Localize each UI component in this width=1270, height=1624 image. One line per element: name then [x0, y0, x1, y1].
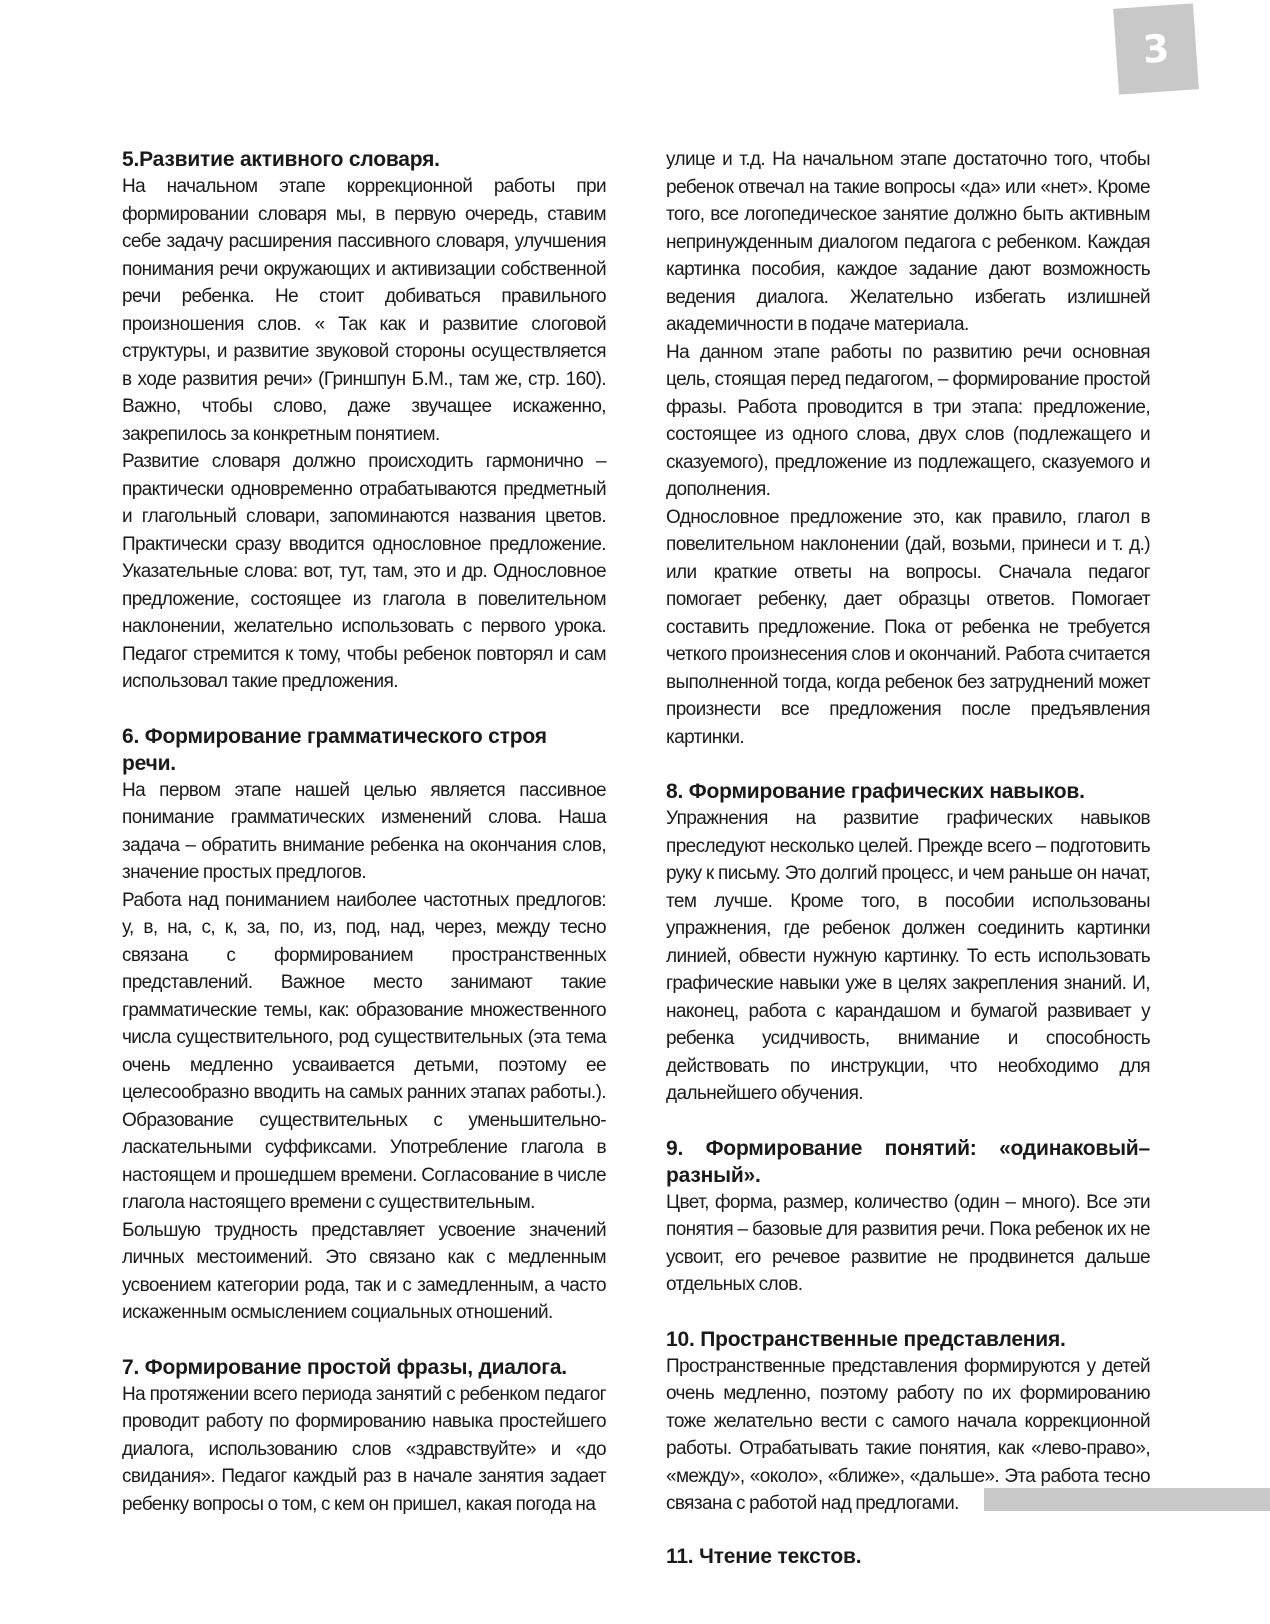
section-10-paragraph-1: Пространственные представления формируются у детей очень медленно, поэтому работу по их формированию тоже желательно вести с самого начала коррекционной работы. Отрабатывать такие понятия, как «лево-право», «между», «около», «ближе», «дальше». Эта работа тесно связана с работой над предлогами.	[666, 1355, 1150, 1514]
section-6-paragraph-1: На первом этапе нашей целью является пассивное понимание грамматических изменений слова. Наша задача – обратить внимание ребенка на окончания слов, значение простых предлогов.	[122, 779, 606, 883]
section-7-paragraph-2: На данном этапе работы по развитию речи основная цель, стоящая перед педагогом, – формирование простой фразы. Работа проводится в три этапа: предложение, состоящее из одного слова, двух слов (подлежащего и сказуемого), предложение из подлежащего, сказуемого и дополнения.	[666, 341, 1150, 500]
page-number-tab	[1113, 3, 1199, 94]
right-column	[666, 146, 1150, 1570]
section-6-title	[122, 723, 606, 777]
decorative-bottom-bar	[984, 1488, 1270, 1511]
section-7-paragraph-3: Однословное предложение это, как правило, глагол в повелительном наклонении (дай, возьми, принеси и т. д.) или краткие ответы на вопросы. Сначала педагог помогает ребенку, дает образцы ответов. Помогает составить предложение. Пока от ребенка не требуется четкого произнесения слов и окончаний. Работа считается выполненной тогда, когда ребенок без затруднений может произнести все предложения после предъявления картинки.	[666, 506, 1150, 748]
section-5-title: 5.Развитие активного словаря.	[122, 148, 440, 171]
section-6-paragraph-2: Работа над пониманием наиболее частотных предлогов: у, в, на, с, к, за, по, из, под, над, через, между тесно связана с формированием пространственных представлений. Важное место занимают такие грамматические темы, как: образование множественного числа существительного, род существительных (эта тема очень медленно усваивается детьми, поэтому ее целесообразно вводить на самых ранних этапах работы.). Образование существительных с уменьшительно-ласкательными суффиксами. Употребление глагола в настоящем и прошедшем времени. Согласование в числе глагола настоящего времени с существительным.	[122, 889, 606, 1213]
section-6-paragraph-3: Большую трудность представляет усвоение значений личных местоимений. Это связано как с медленным усвоением категории рода, так и с замедленным, а часто искаженным осмыслением социальных отношений.	[122, 1219, 606, 1323]
section-10-title: 10. Пространственные представления.	[666, 1327, 1066, 1351]
section-8-paragraph-1: Упражнения на развитие графических навыков преследуют несколько целей. Прежде всего – подготовить руку к письму. Это долгий процесс, и чем раньше он начат, тем лучше. Кроме того, в пособии использованы упражнения, где ребенок должен соединить картинки линией, обвести нужную картинку. То есть использовать графические навыки уже в целях закрепления знаний. И, наконец, работа с карандашом и бумагой развивает у ребенка усидчивость, внимание и способность действовать по инструкции, что необходимо для дальнейшего обучения.	[666, 808, 1150, 1104]
page-number: 3	[1141, 26, 1171, 72]
section-6-title-line-2: речи.	[122, 751, 176, 775]
section-7-title: 7. Формирование простой фразы, диалога.	[122, 1355, 567, 1379]
section-7-paragraph-1-continued: улице и т.д. На начальном этапе достаточно того, чтобы ребенок отвечал на такие вопросы «да» или «нет». Кроме того, все логопедическое занятие должно быть активным непринужденным диалогом педагога с ребенком. Каждая картинка пособия, каждое задание дают возможность ведения диалога. Желательно избегать излишней академичности в подаче материала.	[666, 149, 1150, 335]
section-5-paragraph-1: На начальном этапе коррекционной работы при формировании словаря мы, в первую очередь, ставим себе задачу расширения пассивного словаря, улучшения понимания речи окружающих и активизации собственной речи ребенка. Не стоит добиваться правильного произношения слов. « Так как и развитие слоговой структуры, и развитие звуковой стороны осуществляется в ходе развития речи» (Гриншпун Б.М., там же, стр. 160). Важно, чтобы слово, даже звучащее искаженно, закрепилось за конкретным понятием.	[122, 176, 606, 445]
section-7-paragraph-1: На протяжении всего периода занятий с ребенком педагог проводит работу по формированию навыка простейшего диалога, использованию слов «здравствуйте» и «до свидания». Педагог каждый раз в начале занятия задает ребенку вопросы о том, с кем он пришел, какая погода на	[122, 1383, 606, 1515]
left-column	[122, 146, 606, 1518]
section-5-paragraph-2: Развитие словаря должно происходить гармонично – практически одновременно отрабатываются предметный и глагольный словари, запоминаются названия цветов. Практически сразу вводится однословное предложение. Указательные слова: вот, тут, там, это и др. Однословное предложение, состоящее из глагола в повелительном наклонении, желательно использовать с первого урока. Педагог стремится к тому, чтобы ребенок повторял и сам использовал такие предложения.	[122, 451, 606, 692]
section-9-paragraph-1: Цвет, форма, размер, количество (один – много). Все эти понятия – базовые для развития речи. Пока ребенок их не усвоит, его речевое развитие не продвинется дальше отдельных слов.	[666, 1191, 1150, 1295]
section-9-title: 9. Формирование понятий: «одинаковый–разный».	[666, 1136, 1150, 1187]
section-11-title: 11. Чтение текстов.	[666, 1544, 862, 1568]
section-8-title: 8. Формирование графических навыков.	[666, 780, 1085, 803]
section-6-title-line-1: 6. Формирование грамматического строя	[122, 724, 547, 748]
